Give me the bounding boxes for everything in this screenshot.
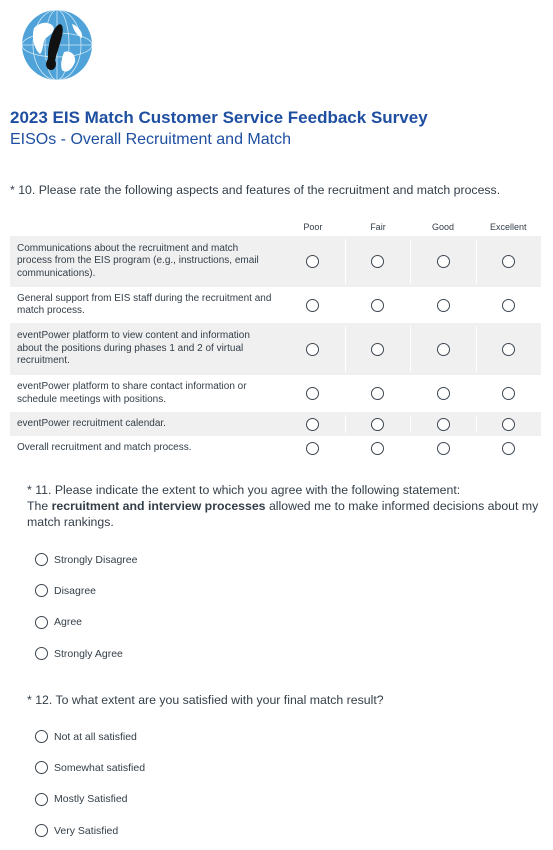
- matrix-corner: [10, 218, 280, 236]
- radio-fair[interactable]: [371, 255, 384, 268]
- option-not-at-all-satisfied[interactable]: [35, 721, 145, 752]
- radio-excellent[interactable]: [502, 255, 515, 268]
- required-marker: *: [27, 483, 32, 497]
- question-11-text: 11. Please indicate the extent to which you agree with the following statement:: [35, 483, 461, 497]
- column-header-excellent: Excellent: [490, 222, 527, 232]
- matrix-row: [10, 436, 541, 460]
- radio-excellent[interactable]: [502, 387, 515, 400]
- row-label: Communications about the recruitment and match process from the EIS program (e.g., instructions, email communications).: [10, 236, 280, 287]
- radio-button[interactable]: [35, 761, 48, 774]
- option-label: Strongly Agree: [54, 647, 123, 660]
- radio-button[interactable]: [35, 553, 48, 566]
- radio-excellent[interactable]: [502, 442, 515, 455]
- option-disagree[interactable]: [35, 575, 137, 606]
- radio-excellent[interactable]: [502, 343, 515, 356]
- option-strongly-disagree[interactable]: [35, 544, 137, 575]
- option-label: Mostly Satisfied: [54, 793, 128, 806]
- radio-fair[interactable]: [371, 387, 384, 400]
- option-label: Not at all satisfied: [54, 730, 137, 743]
- radio-good[interactable]: [437, 418, 450, 431]
- radio-button[interactable]: [35, 584, 48, 597]
- radio-fair[interactable]: [371, 442, 384, 455]
- statement-prefix: The: [27, 499, 52, 513]
- radio-button[interactable]: [35, 824, 48, 837]
- radio-good[interactable]: [437, 387, 450, 400]
- question-11-options: [35, 544, 137, 669]
- column-header-poor: Poor: [303, 222, 323, 232]
- row-label: General support from EIS staff during the recruitment and match process.: [17, 292, 272, 316]
- radio-button[interactable]: [35, 616, 48, 629]
- radio-fair[interactable]: [371, 343, 384, 356]
- statement-emphasis: recruitment and interview processes: [51, 499, 266, 513]
- option-label: Agree: [54, 616, 83, 629]
- radio-good[interactable]: [437, 343, 450, 356]
- question-12-title: [27, 692, 384, 708]
- radio-poor[interactable]: [306, 418, 319, 431]
- radio-poor[interactable]: [306, 442, 319, 455]
- option-mostly-satisfied[interactable]: [35, 784, 145, 815]
- question-12-options: [35, 721, 145, 846]
- radio-fair[interactable]: [371, 299, 384, 312]
- radio-fair[interactable]: [371, 418, 384, 431]
- radio-good[interactable]: [437, 255, 450, 268]
- statement-suffix: allowed me to make informed decisions about my match rankings.: [27, 499, 539, 529]
- radio-poor[interactable]: [306, 387, 319, 400]
- option-label: Strongly Disagree: [54, 553, 138, 566]
- option-very-satisfied[interactable]: [35, 815, 145, 846]
- question-11-statement: [27, 498, 542, 530]
- matrix-row: [10, 236, 541, 287]
- required-marker: *: [27, 693, 32, 707]
- column-header-fair: Fair: [370, 222, 386, 232]
- row-label: Overall recruitment and match process.: [17, 441, 192, 453]
- option-label: Disagree: [54, 584, 97, 597]
- question-10-text: 10. Please rate the following aspects and features of the recruitment and match process.: [18, 183, 501, 197]
- radio-poor[interactable]: [306, 299, 319, 312]
- row-label: eventPower recruitment calendar.: [10, 412, 280, 436]
- column-header-good: Good: [431, 222, 455, 232]
- page-title: EISOs - Overall Recruitment and Match: [10, 131, 291, 148]
- question-10-title: [10, 182, 500, 198]
- question-12-text: 12. To what extent are you satisfied with your final match result?: [35, 693, 384, 707]
- matrix-row: [10, 375, 541, 412]
- rating-matrix: [10, 218, 541, 460]
- row-label: eventPower platform to share contact information or schedule meetings with positions.: [17, 381, 247, 405]
- matrix-row: [10, 412, 541, 436]
- survey-title: 2023 EIS Match Customer Service Feedback Survey: [10, 108, 428, 127]
- radio-button[interactable]: [35, 730, 48, 743]
- matrix-row: [10, 287, 541, 323]
- radio-poor[interactable]: [306, 255, 319, 268]
- radio-poor[interactable]: [306, 343, 319, 356]
- radio-button[interactable]: [35, 647, 48, 660]
- option-strongly-agree[interactable]: [35, 638, 137, 669]
- question-11-title: [27, 482, 542, 530]
- radio-good[interactable]: [437, 442, 450, 455]
- radio-excellent[interactable]: [502, 299, 515, 312]
- option-somewhat-satisfied[interactable]: [35, 752, 145, 783]
- required-marker: *: [10, 183, 15, 197]
- radio-button[interactable]: [35, 793, 48, 806]
- radio-excellent[interactable]: [502, 418, 515, 431]
- option-agree[interactable]: [35, 607, 137, 638]
- globe-logo-icon: [20, 8, 94, 82]
- row-label: eventPower platform to view content and information about the positions during phases 1 and 2 of virtual recruitment.: [10, 323, 280, 375]
- option-label: Somewhat satisfied: [54, 761, 146, 774]
- matrix-row: [10, 323, 541, 375]
- option-label: Very Satisfied: [54, 824, 119, 837]
- radio-good[interactable]: [437, 299, 450, 312]
